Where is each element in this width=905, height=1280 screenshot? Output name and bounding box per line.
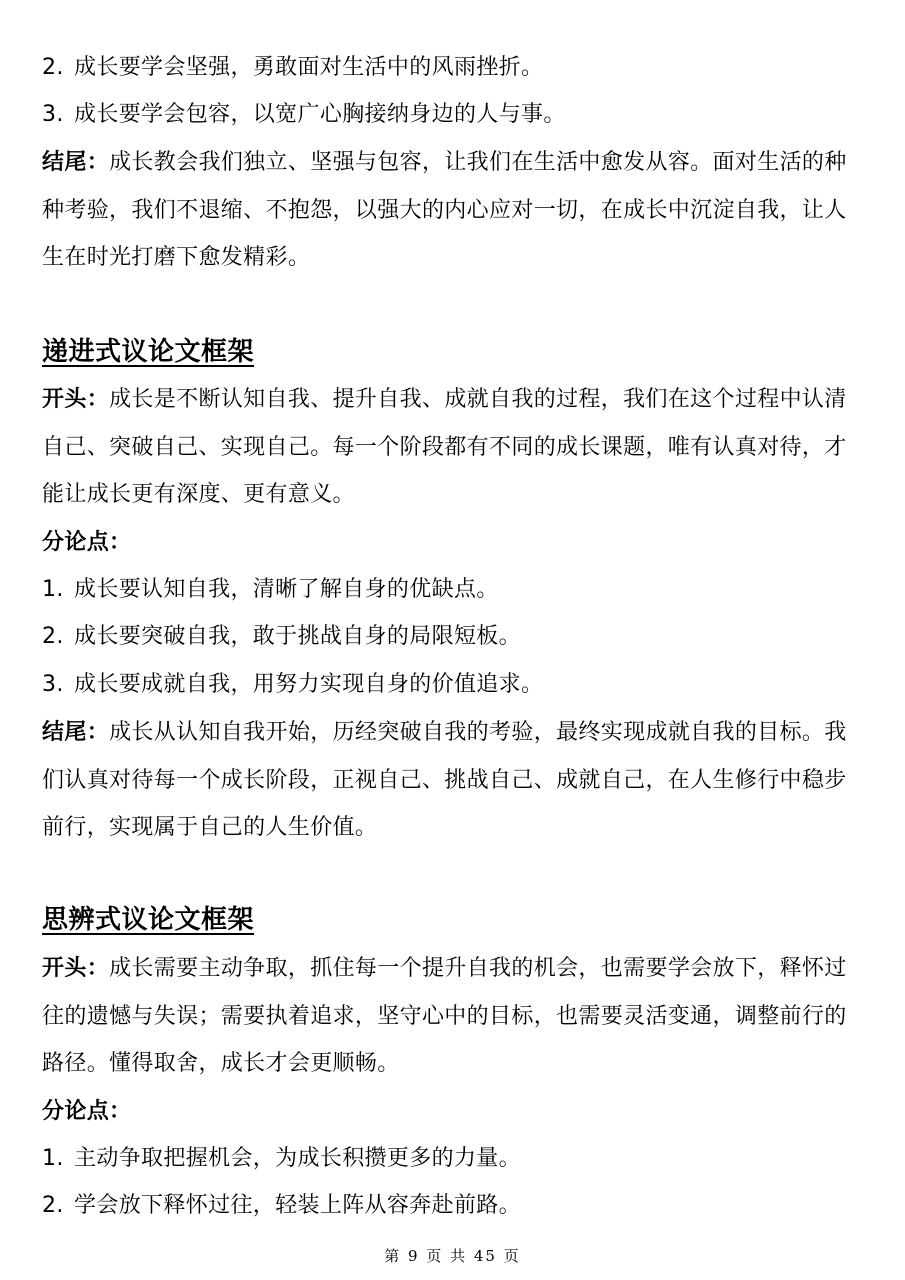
conclusion-text: 成长从认知自我开始，历经突破自我的考验，最终实现成就自我的目标。我们认真对待每一个成长阶段，正视自己、挑战自己、成就自己，在人生修行中稳步前行，实现属于自己的人生价值。: [42, 720, 847, 840]
point-item: [42, 661, 864, 709]
conclusion-paragraph: [42, 139, 864, 282]
opening-text: 成长是不断认知自我、提升自我、成就自我的过程，我们在这个过程中认清自己、突破自己、实现自己。每一个阶段都有不同的成长课题，唯有认真对待，才能让成长更有深度、更有意义。: [42, 387, 847, 507]
point-number: 1.: [42, 1146, 64, 1171]
point-number: 3.: [42, 102, 64, 127]
point-text: 成长要认知自我，清晰了解自身的优缺点。: [74, 577, 499, 602]
point-number: 1.: [42, 577, 64, 602]
opening-paragraph: [42, 376, 864, 519]
point-text: 主动争取把握机会，为成长积攒更多的力量。: [74, 1146, 522, 1171]
point-item: [42, 91, 864, 139]
point-text: 成长要突破自我，敢于挑战自身的局限短板。: [74, 624, 522, 649]
point-text: 成长要学会包容，以宽广心胸接纳身边的人与事。: [74, 102, 566, 127]
opening-label: 开头：: [42, 387, 110, 412]
point-text: 学会放下释怀过往，轻装上阵从容奔赴前路。: [74, 1193, 522, 1218]
point-number: 3.: [42, 672, 64, 697]
opening-text: 成长需要主动争取，抓住每一个提升自我的机会，也需要学会放下，释怀过往的遗憾与失误；需要执着追求，坚守心中的目标，也需要灵活变通，调整前行的路径。懂得取舍，成长才会更顺畅。: [42, 956, 847, 1076]
point-item: [42, 566, 864, 614]
conclusion-label: 结尾：: [42, 150, 110, 175]
section-heading: 思辨式议论文框架: [42, 905, 255, 935]
conclusion-label: 结尾：: [42, 720, 110, 745]
points-label: 分论点：: [42, 1099, 132, 1124]
point-item: [42, 1182, 864, 1230]
point-number: 2.: [42, 1193, 64, 1218]
point-number: 2.: [42, 55, 64, 80]
points-label: 分论点：: [42, 530, 132, 555]
point-item: [42, 613, 864, 661]
conclusion-text: 成长教会我们独立、坚强与包容，让我们在生活中愈发从容。面对生活的种种考验，我们不退缩、不抱怨，以强大的内心应对一切，在成长中沉淀自我，让人生在时光打磨下愈发精彩。: [42, 150, 847, 270]
point-item: [42, 1135, 864, 1183]
page-number-footer: 第 9 页 共 45 页: [384, 1247, 521, 1265]
point-item: [42, 44, 864, 92]
opening-paragraph: [42, 945, 864, 1088]
point-text: 成长要学会坚强，勇敢面对生活中的风雨挫折。: [74, 55, 544, 80]
point-number: 2.: [42, 624, 64, 649]
conclusion-paragraph: [42, 709, 864, 852]
opening-label: 开头：: [42, 956, 110, 981]
point-text: 成长要成就自我，用努力实现自身的价值追求。: [74, 672, 544, 697]
section-heading: 递进式议论文框架: [42, 337, 255, 367]
